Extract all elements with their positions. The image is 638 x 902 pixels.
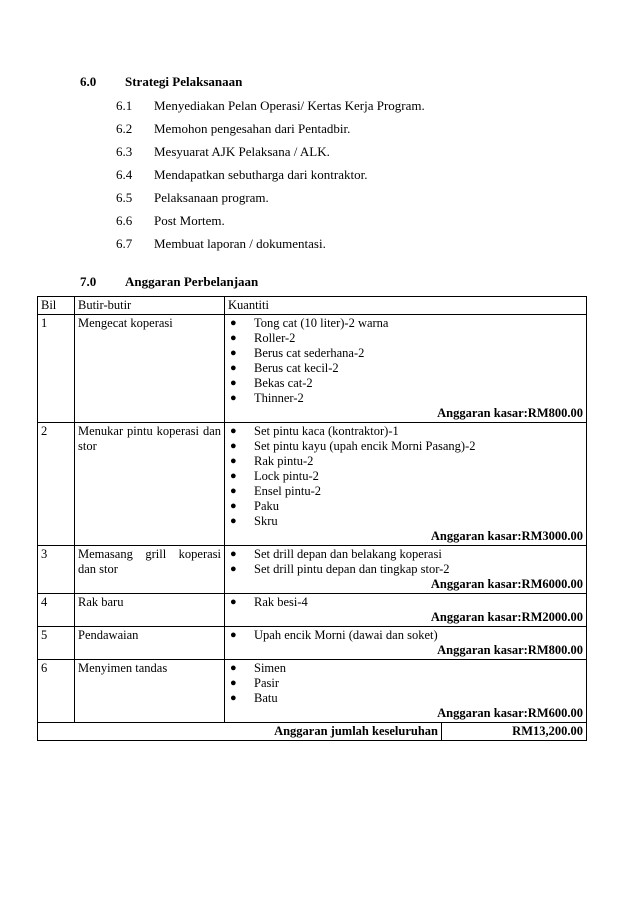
list-item: ● Roller-2 — [228, 331, 583, 346]
row-bil: 4 — [38, 594, 75, 627]
strategy-item — [116, 190, 269, 206]
item-list — [228, 595, 583, 610]
list-item: ● Batu — [228, 691, 583, 706]
table-row — [38, 660, 587, 723]
section-title: Anggaran Perbelanjaan — [125, 274, 259, 289]
row-kuantiti — [225, 423, 587, 546]
item-list — [228, 316, 583, 406]
total-label: Anggaran jumlah keseluruhan — [225, 723, 443, 740]
table-row — [38, 423, 587, 546]
header-kuantiti: Kuantiti — [225, 297, 587, 315]
strategy-item — [116, 236, 326, 252]
strategy-item-text: Mendapatkan sebutharga dari kontraktor. — [154, 167, 368, 182]
strategy-item-number: 6.6 — [116, 213, 133, 228]
list-item: ● Set pintu kaca (kontraktor)-1 — [228, 424, 583, 439]
strategy-item-number: 6.4 — [116, 167, 133, 182]
section-title: Strategi Pelaksanaan — [125, 74, 243, 89]
list-item: ● Set drill depan dan belakang koperasi — [228, 547, 583, 562]
list-item: ● Paku — [228, 499, 583, 514]
row-kuantiti — [225, 660, 587, 723]
strategy-item — [116, 213, 225, 229]
row-bil: 2 — [38, 423, 75, 546]
strategy-item-number: 6.7 — [116, 236, 133, 251]
strategy-item — [116, 167, 367, 183]
row-butir: Menukar pintu koperasi dan stor — [75, 423, 225, 546]
estimate-amount: Anggaran kasar:RM6000.00 — [430, 577, 583, 591]
row-butir: Mengecat koperasi — [75, 315, 225, 423]
strategy-item-number: 6.1 — [116, 98, 133, 113]
table-row — [38, 594, 587, 627]
row-kuantiti — [225, 594, 587, 627]
list-item: ● Upah encik Morni (dawai dan soket) — [228, 628, 583, 643]
strategy-item-text: Mesyuarat AJK Pelaksana / ALK. — [154, 144, 330, 159]
list-item: ● Ensel pintu-2 — [228, 484, 583, 499]
row-bil: 5 — [38, 627, 75, 660]
list-item: ● Set drill pintu depan dan tingkap stor-2 — [228, 562, 583, 577]
list-item: ● Simen — [228, 661, 583, 676]
row-butir: Memasang grill koperasi dan stor — [75, 546, 225, 594]
item-list — [228, 424, 583, 529]
section-7-heading — [80, 274, 258, 290]
estimate-amount: Anggaran kasar:RM800.00 — [437, 643, 583, 657]
total-value: RM13,200.00 — [512, 724, 583, 738]
table-row — [38, 627, 587, 660]
header-butir: Butir-butir — [75, 297, 225, 315]
list-item: ● Rak pintu-2 — [228, 454, 583, 469]
strategy-item-text: Menyediakan Pelan Operasi/ Kertas Kerja Program. — [154, 98, 425, 113]
section-number: 6.0 — [80, 74, 97, 89]
item-list — [228, 547, 583, 577]
table-header-row — [38, 297, 587, 315]
table-row — [38, 315, 587, 423]
row-bil: 3 — [38, 546, 75, 594]
estimate-amount: Anggaran kasar:RM3000.00 — [430, 529, 583, 543]
strategy-item — [116, 144, 330, 160]
table-row — [38, 546, 587, 594]
row-bil: 1 — [38, 315, 75, 423]
section-6-heading — [80, 74, 242, 90]
estimate-amount: Anggaran kasar:RM600.00 — [437, 706, 583, 720]
strategy-item-text: Pelaksanaan program. — [154, 190, 269, 205]
strategy-item — [116, 121, 350, 137]
list-item: ● Lock pintu-2 — [228, 469, 583, 484]
row-kuantiti — [225, 627, 587, 660]
strategy-item-number: 6.2 — [116, 121, 133, 136]
estimate-amount: Anggaran kasar:RM2000.00 — [430, 610, 583, 624]
list-item: ● Bekas cat-2 — [228, 376, 583, 391]
strategy-item-text: Post Mortem. — [154, 213, 225, 228]
list-item: ● Skru — [228, 514, 583, 529]
list-item: ● Pasir — [228, 676, 583, 691]
strategy-item — [116, 98, 425, 114]
row-butir: Pendawaian — [75, 627, 225, 660]
section-number: 7.0 — [80, 274, 97, 289]
strategy-item-number: 6.5 — [116, 190, 133, 205]
row-butir: Rak baru — [75, 594, 225, 627]
item-list — [228, 628, 583, 643]
total-row — [38, 723, 587, 741]
header-bil: Bil — [38, 297, 75, 315]
estimate-amount: Anggaran kasar:RM800.00 — [437, 406, 583, 420]
row-kuantiti — [225, 315, 587, 423]
list-item: ● Thinner-2 — [228, 391, 583, 406]
budget-table — [37, 296, 587, 741]
strategy-item-text: Memohon pengesahan dari Pentadbir. — [154, 121, 351, 136]
row-kuantiti — [225, 546, 587, 594]
list-item: ● Rak besi-4 — [228, 595, 583, 610]
strategy-item-number: 6.3 — [116, 144, 133, 159]
strategy-item-text: Membuat laporan / dokumentasi. — [154, 236, 326, 251]
list-item: ● Berus cat sederhana-2 — [228, 346, 583, 361]
item-list — [228, 661, 583, 706]
list-item: ● Berus cat kecil-2 — [228, 361, 583, 376]
list-item: ● Set pintu kayu (upah encik Morni Pasang)-2 — [228, 439, 583, 454]
list-item: ● Tong cat (10 liter)-2 warna — [228, 316, 583, 331]
row-bil: 6 — [38, 660, 75, 723]
row-butir: Menyimen tandas — [75, 660, 225, 723]
